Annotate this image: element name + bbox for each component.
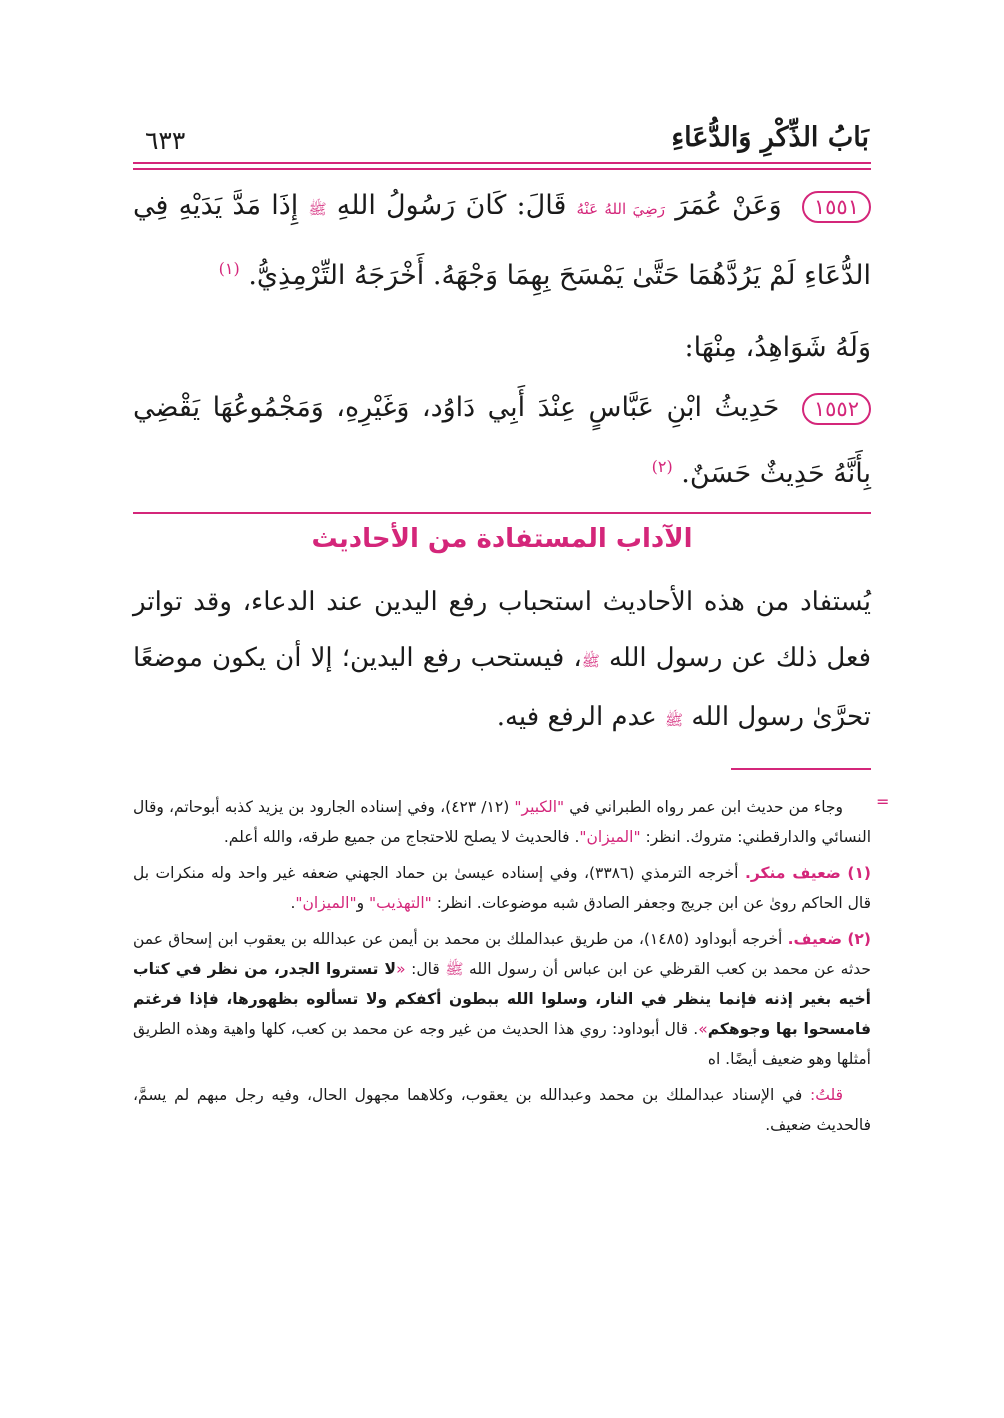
footnote-quote-mark: « xyxy=(396,960,406,978)
footnote-text: وجاء من حديث ابن عمر رواه الطبراني في xyxy=(569,798,843,816)
footnote-quote: "الكبير" xyxy=(514,798,565,816)
lesson-text: ، فيستحب رفع اليدين؛ إلا أن يكون موضعًا تحرَّىٰ رسول الله xyxy=(133,643,871,732)
hadith-text: حَدِيثُ ابْنِ عَبَّاسٍ عِنْدَ أَبِي دَاوُد، وَغَيْرِهِ، وَمَجْمُوعُهَا يَقْضِي بِأَنَّهُ حَدِيثٌ حَسَنٌ. xyxy=(133,392,871,489)
hadith-text: إِذَا مَدَّ يَدَيْهِ فِي الدُّعَاءِ لَمْ يَرُدَّهُمَا حَتَّىٰ يَمْسَحَ بِهِمَا وَجْهَهُ. أَخْرَجَهُ التِّرْمِذِيُّ. xyxy=(133,190,871,291)
shawahid-line: وَلَهُ شَوَاهِدُ، مِنْهَا: xyxy=(684,332,871,363)
salawat-mark: ﷺ xyxy=(445,960,464,978)
hadith-number-badge: ١٥٥١ xyxy=(802,191,871,223)
footnote-separator xyxy=(731,768,871,770)
footnote-quote: "الميزان" xyxy=(295,894,357,912)
header-rule-lower xyxy=(133,168,871,170)
footnote-text: . xyxy=(290,894,296,912)
footnotes xyxy=(133,792,871,1146)
footnote-text: . قال أبوداود: روي هذا الحديث من غير وجه عن محمد بن كعب، كلها واهية وهذه الطريق أمثلها وهو ضعيف أيضًا. اه xyxy=(133,1020,871,1068)
footnote-continuation xyxy=(133,792,871,852)
footnote-grade: ضعيف منكر. xyxy=(744,864,841,882)
hadith-text: قَالَ: كَانَ رَسُولُ اللهِ xyxy=(336,190,567,221)
footnote-ref-2[interactable]: (٢) xyxy=(651,457,673,476)
footnote-text: و xyxy=(356,894,365,912)
lesson-text: يُستفاد من هذه الأحاديث استحباب رفع اليدين عند الدعاء، وقد تواتر فعل ذلك عن رسول الله xyxy=(133,587,872,673)
footnote-note xyxy=(133,1080,871,1140)
footnote-number: (٢) xyxy=(847,930,871,948)
footnote-2 xyxy=(133,924,871,1074)
footnote-continuation-marker: = xyxy=(876,792,890,811)
salawat-mark: ﷺ xyxy=(308,200,327,218)
hadith-number-badge: ١٥٥٢ xyxy=(802,393,871,425)
footnote-text: أخرجه الترمذي (٣٣٨٦)، وفي إسناده عيسىٰ بن حماد الجهني ضعفه غير واحد وله منكرات بل قال الحاكم روىٰ عن ابن جريج وجعفر الصادق شبه موضوعات. انظر: xyxy=(133,864,871,912)
hadith-1552 xyxy=(133,378,871,503)
salawat-mark: ﷺ xyxy=(665,711,684,729)
footnote-quote: "التهذيب" xyxy=(369,894,432,912)
footnote-text: (١٢/ ٤٢٣)، وفي إسناده الجارود بن يزيد كذبه أبوحاتم، وقال النسائي والدارقطني: متروك. انظر: xyxy=(133,798,871,846)
honorific-mark: رَضِيَ اللهُ عَنْهُ xyxy=(576,200,666,218)
footnote-text: قال: xyxy=(411,960,440,978)
page-number: ٦٣٣ xyxy=(145,126,186,155)
section-title: الآداب المستفادة من الأحاديث xyxy=(311,524,693,554)
running-title: بَابُ الذِّكْرِ وَالدُّعَاءِ xyxy=(671,122,869,153)
lesson-paragraph xyxy=(133,574,871,748)
footnote-grade: ضعيف. xyxy=(787,930,843,948)
footnote-ref-1[interactable]: (١) xyxy=(218,259,240,278)
footnote-text: أخرجه أبوداود (١٤٨٥)، من طريق عبدالملك بن محمد بن أيمن عن عبدالله بن يعقوب ابن إسحاق عمن حدثه عن محمد بن كعب القرظي عن ابن عباس أن رسول الله xyxy=(133,930,871,978)
salawat-mark: ﷺ xyxy=(581,652,600,670)
footnote-text: في الإسناد عبدالملك بن محمد وعبدالله بن يعقوب، وكلاهما مجهول الحال، وفيه رجل مبهم لم يسمَّ، فالحديث ضعيف. xyxy=(133,1086,871,1134)
hadith-1551 xyxy=(133,176,871,305)
footnote-hadith-text: لا تستروا الجدر، من نظر في كتاب أخيه بغير إذنه فإنما ينظر في النار، وسلوا الله ببطون أكفكم ولا تسألوه بظهورها، فإذا فرغتم فامسحوا بها وجوهكم xyxy=(133,960,871,1038)
hadith-text: وَعَنْ عُمَرَ xyxy=(675,190,782,221)
footnote-quote-mark: » xyxy=(698,1020,708,1038)
section-rule xyxy=(133,512,871,514)
footnote-text: . فالحديث لا يصلح للاحتجاج من جميع طرقه، والله أعلم. xyxy=(223,828,580,846)
footnote-quote: "الميزان" xyxy=(579,828,641,846)
footnote-note-label: قلتُ: xyxy=(810,1086,843,1104)
lesson-text: عدم الرفع فيه. xyxy=(496,702,657,732)
footnote-number: (١) xyxy=(847,864,871,882)
header-rule-upper xyxy=(133,162,871,164)
footnote-1 xyxy=(133,858,871,918)
